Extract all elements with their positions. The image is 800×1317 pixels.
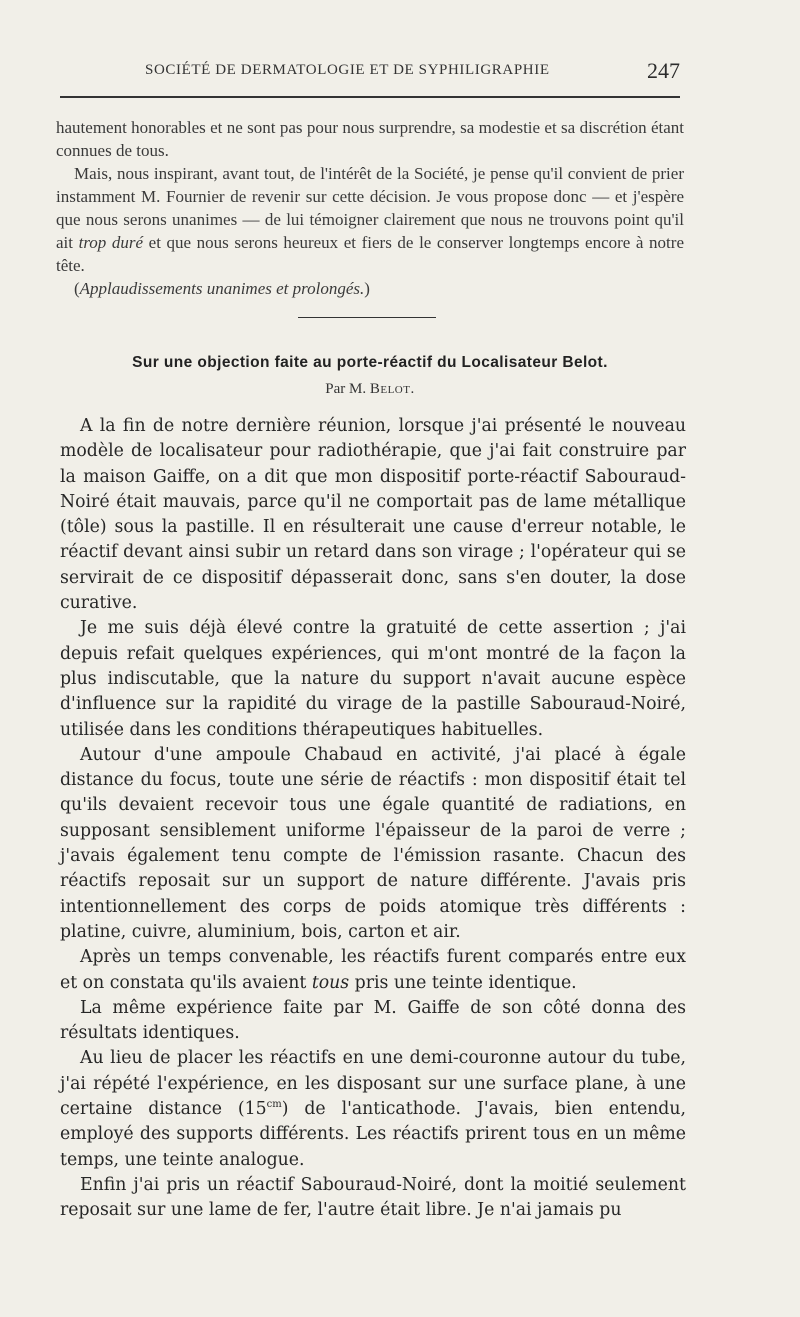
intro-paragraph: hautement honorables et ne sont pas pour nous surprendre, sa modestie et sa discrétion étant connues de tous. [56,118,684,160]
page-number: 247 [647,58,680,83]
text-run: Mais, nous inspirant, avant tout, de l'intérêt de la Société, je pense qu'il convient de prier instamment M. Fournier de revenir sur cette décision. Je vous propose donc — et j'espère que nous serons unanimes — de lui témoigner clairement que nous ne trouvons point qu'il ait [56,164,684,252]
running-title: SOCIÉTÉ DE DERMATOLOGIE ET DE SYPHILIGRAPHIE [145,62,550,78]
body-paragraph: Je me suis déjà élevé contre la gratuité de cette assertion ; j'ai depuis refait quelques expériences, qui m'ont montré de la façon la plus indiscutable, que la nature du support n'avait aucune espèce d'influence sur la rapidité du virage de la pastille Sabouraud-Noiré, utilisée dans les conditions thérapeutiques habituelles. [60,618,686,740]
byline [56,381,684,398]
text-run: ) de l'anticathode. J'avais, bien entendu, employé des supports différents. Les réactifs prirent tous en un même temps, une teinte analogue. [60,1099,686,1170]
running-head [60,60,686,86]
text-run: pris une teinte identique. [349,972,577,993]
text-run: Au lieu de placer les réactifs en une demi-couronne autour du tube, j'ai répété l'expérience, en les disposant sur une surface plane, à une certaine distance (15 [60,1048,686,1120]
section-divider [298,317,436,318]
emphasis-text: trop duré [78,233,144,252]
body-paragraph: Enfin j'ai pris un réactif Sabouraud-Noiré, dont la moitié seulement reposait sur une lame de fer, l'autre était libre. Je n'ai jamais pu [60,1174,686,1221]
author-name: Belot. [369,381,415,397]
paren-close: ) [364,279,370,298]
header-rule [60,96,680,98]
article-title: Sur une objection faite au porte-réactif du Localisateur Belot. [132,354,608,371]
body-paragraph [60,945,686,996]
intro-paragraph [56,162,684,277]
intro-text [56,116,684,300]
body-paragraph: La même expérience faite par M. Gaiffe de son côté donna des résultats identiques. [60,997,686,1044]
text-run: Après un temps convenable, les réactifs furent comparés entre eux et on constata qu'ils avaient [60,947,686,993]
article-body [60,414,686,1224]
body-paragraph: A la fin de notre dernière réunion, lorsque j'ai présenté le nouveau modèle de localisateur pour radiothérapie, que j'ai fait construire par la maison Gaiffe, on a dit que mon dispositif porte-réactif Sabouraud-Noiré était mauvais, parce qu'il ne comportait pas de lame métallique (tôle) sous la pastille. Il en résulterait une cause d'erreur notable, le réactif devant ainsi subir un retard dans son virage ; l'opérateur qui se servirait de ce dispositif dépasserait donc, sans s'en douter, la dose curative. [60,416,686,614]
applause-note [56,277,684,300]
body-paragraph: Autour d'une ampoule Chabaud en activité, j'ai placé à égale distance du focus, toute une série de réactifs : mon dispositif était tel qu'ils devaient recevoir tous une égale quantité de radiations, en supposant sensiblement uniforme l'épaisseur de la paroi de verre ; j'avais également tenu compte de l'émission rasante. Chacun des réactifs reposait sur un support de nature différente. J'avais pris intentionnellement des corps de poids atomique très différents : platine, cuivre, aluminium, bois, carton et air. [60,744,686,942]
unit-superscript: cm [266,1099,282,1111]
body-paragraph [60,1046,686,1172]
emphasis-text: tous [311,972,350,993]
byline-prefix: Par M. [325,381,370,397]
paren-open: ( [74,279,80,298]
applause-text: Applaudissements unanimes et prolongés. [79,279,365,298]
text-run: et que nous serons heureux et fiers de le conserver longtemps encore à notre tête. [56,233,684,275]
